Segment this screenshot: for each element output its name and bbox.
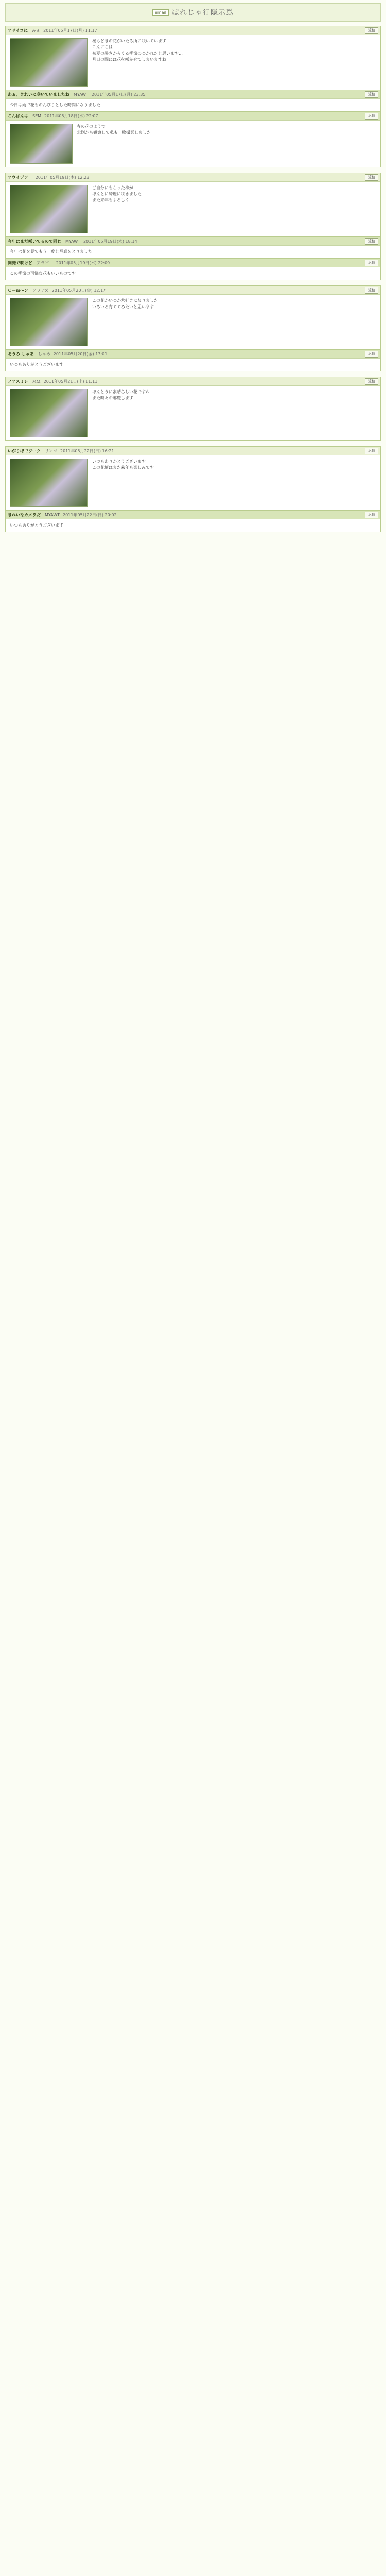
reply-header <box>6 90 380 99</box>
thread-title: アサイコに <box>8 28 28 33</box>
thread-title: いがりぼでワーク <box>8 448 41 453</box>
reply-button[interactable]: 返信 <box>365 512 378 518</box>
reply-title: 開発で咲けど <box>8 260 32 265</box>
thread-header <box>6 377 380 386</box>
thread-body <box>6 455 380 510</box>
thread-author: ＭＭ <box>32 379 41 384</box>
thread-date: 2011年05月20日(金) 12:17 <box>51 287 106 293</box>
thread-author: アラテズ <box>32 287 49 293</box>
reply-date: 2011年05月22日(日) 20:02 <box>63 512 117 517</box>
thread <box>5 285 381 371</box>
thread-title: ノアスミレ <box>8 379 28 384</box>
reply-title: こんばんは <box>8 113 28 118</box>
thread-header <box>6 173 380 182</box>
reply-title: そうみ しゃあ <box>8 351 34 357</box>
thread-date: 2011年05月21日(土) 11:11 <box>43 379 98 384</box>
reply-body <box>6 99 380 111</box>
reply-button[interactable]: 返信 <box>365 448 378 454</box>
reply-button[interactable]: 返信 <box>365 378 378 385</box>
thread-text: ほんとうに素晴らしい花ですね また時々お邪魔します <box>92 389 150 400</box>
reply-date: 2011年05月18日(水) 22:07 <box>44 113 98 118</box>
thread-title: アウイデア <box>8 175 28 180</box>
thread-date: 2011年05月17日(月) 11:17 <box>43 28 97 33</box>
reply-author: アラビー <box>37 260 53 265</box>
reply-date: 2011年05月19日(木) 22:09 <box>56 260 110 265</box>
reply-author: MYAWT <box>45 512 60 517</box>
thread-text: ご自分にもらった株が ほんとに綺麗に咲きました また来年もよろしく <box>92 185 142 202</box>
reply-button[interactable]: 返信 <box>365 113 378 120</box>
reply-title: あぁ、きれいに咲いていましたね <box>8 92 69 97</box>
reply-date: 2011年05月17日(月) 23:35 <box>91 92 146 97</box>
thread-body <box>6 295 380 349</box>
thread <box>5 26 381 167</box>
reply-text: いつもありがとうございます <box>10 362 63 367</box>
banner-title <box>152 7 234 18</box>
reply-text: この季節の可憐な花もいいものです <box>10 271 76 276</box>
reply-title: 今年はまだ咲いてるので同じ <box>8 239 61 244</box>
thread <box>5 446 381 532</box>
reply-body <box>6 246 380 258</box>
thread-header <box>6 286 380 295</box>
email-icon[interactable]: email <box>152 9 169 16</box>
thread-author: みぇ <box>32 28 41 33</box>
reply-author: SEM <box>32 113 42 118</box>
site-title: ばれじゃ行隠示爲 <box>172 9 234 17</box>
reply-button[interactable]: 返信 <box>365 174 378 181</box>
reply-title: きれいなカメラだ <box>8 512 41 517</box>
reply-body <box>6 267 380 280</box>
reply-text: 春の花のようで 北側から観察して私も一枚撮影しました <box>77 124 151 135</box>
reply-header <box>6 510 380 519</box>
thread-text: この花がいつか大好きになりました いろいろ育ててみたいと思います <box>92 298 158 309</box>
thread-date: 2011年05月22日(日) 16:21 <box>60 448 114 453</box>
page <box>5 0 381 548</box>
reply-text: 今年は花を見てもう一度と写真をとりました <box>10 249 92 254</box>
thread-author: リンゴ <box>45 448 57 453</box>
reply-body <box>6 359 380 371</box>
reply-header <box>6 349 380 359</box>
thread-text: 桜もどきの花がいたる所に咲いています こんにちは 初夏の暑さからくる季節のつかれだと思います… 月日の間には花を咲かせてしまいますね <box>92 39 183 62</box>
flower-photo <box>10 389 88 437</box>
reply-button[interactable]: 返信 <box>365 238 378 245</box>
thread-body <box>6 386 380 440</box>
reply-header <box>6 236 380 246</box>
reply-date: 2011年05月20日(金) 13:01 <box>53 351 108 357</box>
reply-button[interactable]: 返信 <box>365 91 378 98</box>
thread <box>5 377 381 441</box>
thread-body <box>6 35 380 90</box>
thread-date: 2011年05月19日(木) 12:23 <box>35 175 90 180</box>
reply-date: 2011年05月19日(木) 18:14 <box>83 239 137 244</box>
reply-author: MYAWT <box>65 239 80 244</box>
reply-text: いつもありがとうございます <box>10 523 63 528</box>
reply-header <box>6 258 380 267</box>
thread <box>5 173 381 280</box>
flower-photo <box>10 459 88 507</box>
reply-button[interactable]: 返信 <box>365 260 378 266</box>
reply-button[interactable]: 返信 <box>365 287 378 294</box>
reply-button[interactable]: 返信 <box>365 27 378 34</box>
thread-header <box>6 26 380 35</box>
flower-photo <box>10 185 88 233</box>
reply-text: 今日は雨で花ものんびりとした時間になりました <box>10 103 100 107</box>
thread-text: いつもありがとうございます この花壇はまた来年も楽しみです <box>92 459 154 470</box>
flower-photo <box>10 298 88 346</box>
thread-body <box>6 182 380 236</box>
thread-header <box>6 447 380 455</box>
flower-photo <box>10 38 88 87</box>
thread-title: Ｃ－ｍ～ン <box>8 287 28 293</box>
flower-photo <box>10 124 73 164</box>
reply-body <box>6 121 380 167</box>
reply-button[interactable]: 返信 <box>365 351 378 358</box>
reply-header <box>6 111 380 121</box>
reply-body <box>6 519 380 532</box>
reply-author: しゃあ <box>38 351 50 357</box>
reply-author: MYAWT <box>73 92 89 97</box>
site-banner <box>5 3 381 22</box>
